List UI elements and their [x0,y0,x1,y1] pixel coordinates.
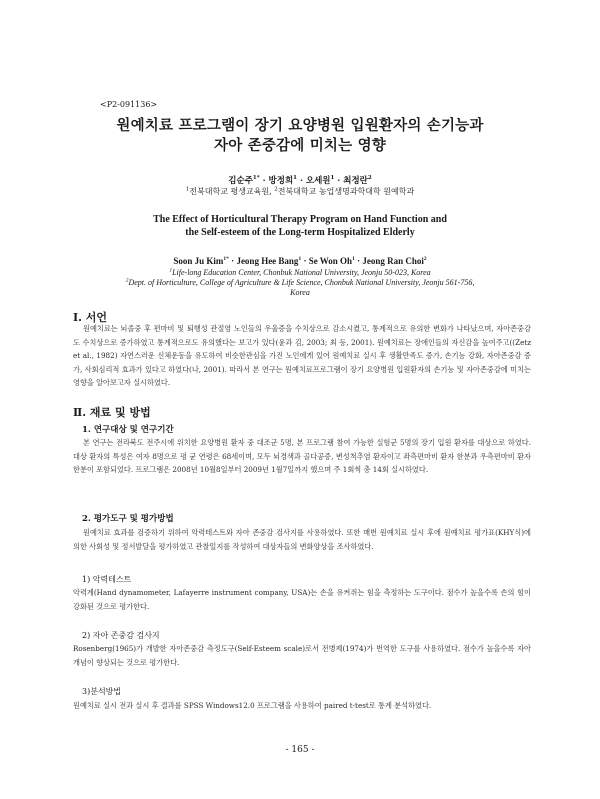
methods-heading: Ⅱ. 재료 및 방법 [73,406,151,419]
english-authors: Soon Ju Kim$^{1*}$ · Jeong Hee Bang$^1$ · Se Won $Oh^1$ · Jeong Ran Choi$^2$ [173,256,427,266]
english-title-line-2: the Self-esteem of the Long-term Hospitalized Elderly [185,227,415,238]
author-kr-2: 방정희 [268,176,294,186]
author-en-3: Se Won Oh [308,256,353,266]
korean-authors: 김순주$^{1*}$ · 방정희$^1$ · 오세원$^1$ · 최정란$^2$ [228,175,372,186]
intro-heading: Ⅰ. 서언 [73,311,108,324]
page-number: - 165 - [285,745,315,755]
item-3-heading: 3)분석방법 [82,687,122,696]
korean-title-line-1: 원예치료 프로그램이 장기 요양병원 입원환자의 손기능과 [116,117,484,134]
author-en-4: Jeong Ran Choi [362,256,424,266]
item-2-paragraph: Rosenberg(1965)가 개발한 자아존중감 측정도구(Self-Esteem scale)로서 전병제(1974)가 번역한 도구를 사용하였다. 점수가 높을수록 자아개념이 향상되는 것으로 평가한다. [73,644,531,667]
author-en-1: Soon Ju Kim [173,256,224,266]
korean-title-line-2: 자아 존중감에 미치는 영향 [213,137,387,154]
subsection-2-heading: 2. 평가도구 및 평가방법 [82,514,174,524]
subsection-1-heading: 1. 연구대상 및 연구기간 [82,425,174,435]
item-3-paragraph: 원예치료 실시 전과 실시 후 결과를 SPSS Windows12.0 프로그램을 사용하여 paired t-test로 통계 분석하였다. [73,701,432,710]
item-1-paragraph: 악력계(Hand dynamometer, Lafayerre instrument company, USA)는 손을 유켜쥐는 힘을 측정하는 도구이다. 점수가 높을수록 손의 힘이 강화된 것으로 평가한다. [73,588,531,611]
item-2-heading: 2) 자아 존중감 검사지 [82,631,160,640]
english-title-line-1: The Effect of Horticultural Therapy Program on Hand Function and [153,214,447,225]
intro-paragraph: 원예치료는 뇌졸중 후 편마비 및 퇴행성 관절염 노인들의 우울증을 수치상으로 감소시켰고, 통계적으로 유의한 변화가 나타났으며, 자아존중감도 수치상으로 증가하였고 통계적으로도 유의했다는 보고가 있다(윤과 김, 2003; 최 등, 2001). 원예치료는 장애인들의 자신감을 높여주고((Zetz et al., 1982) 자연스러운 신체운동을 유도하여 비슷한관심을 가진 노인에게 있어 원예치료 실시 후 생활만족도 증가, 손기능 강화, 자아존중감 증가, 사회심리적 효과가 있다고 하였다(나, 2001). 따라서 본 연구는 원예치료프로그램이 장기 요양병원 입원환자의 손기능 및 자아존중감에 미치는 영향을 알아보고자 실시하였다. [73,324,531,387]
subsection-2-paragraph: 원예치료 효과를 검증하기 위하여 악력테스트와 자아 존중감 검사지를 사용하였다. 또한 매번 원예치료 실시 후에 원예치료 평가표(KHY식)에 의한 사회성 및 정서발달을 평가하였고 관찰일지를 작성하여 대상자들의 변화양상을 조사하였다. [73,528,531,551]
author-kr-1: 김순주 [228,176,253,186]
author-kr-3: 오세원 [305,176,331,186]
abstract-code: <P2-091136> [100,100,158,109]
korean-affiliations: $^1$전북대학교 평생교육원, $^2$전북대학교 농업생명과학대학 원예학과 [185,186,415,196]
item-1-heading: 1) 악력테스트 [82,575,132,584]
subsection-1-paragraph: 본 연구는 전라북도 전주시에 위치한 요양병원 환자 중 대조군 5명, 본 프로그램 참여 가능한 실험군 5명의 장기 입원 환자를 대상으로 하였다. 대상 환자의 특성은 여자 8명으로 평 균 연령은 68세이며, 모두 뇌경색과 골다공증, 변성척추염 환자이고 좌측편마비 환자 한분과 우측편마비 환자 한분이 포함되었다. 프로그램은 2008년 10월8일부터 2009년 1월7일까지 했으며 주 1회씩 총 14회 실시하였다. [73,438,531,474]
author-en-2: Jeong Hee Bang [236,256,299,266]
author-kr-4: 최정란 [343,176,368,186]
english-affiliations: $^1$Life-long Education Center, Chonbuk National University, Jeonju 50-023, Korea $^2$Dept. of Horticulture, College of Agriculture & Life Science, Chonbuk National University, Jeonju 561-756, Korea [125,267,475,297]
